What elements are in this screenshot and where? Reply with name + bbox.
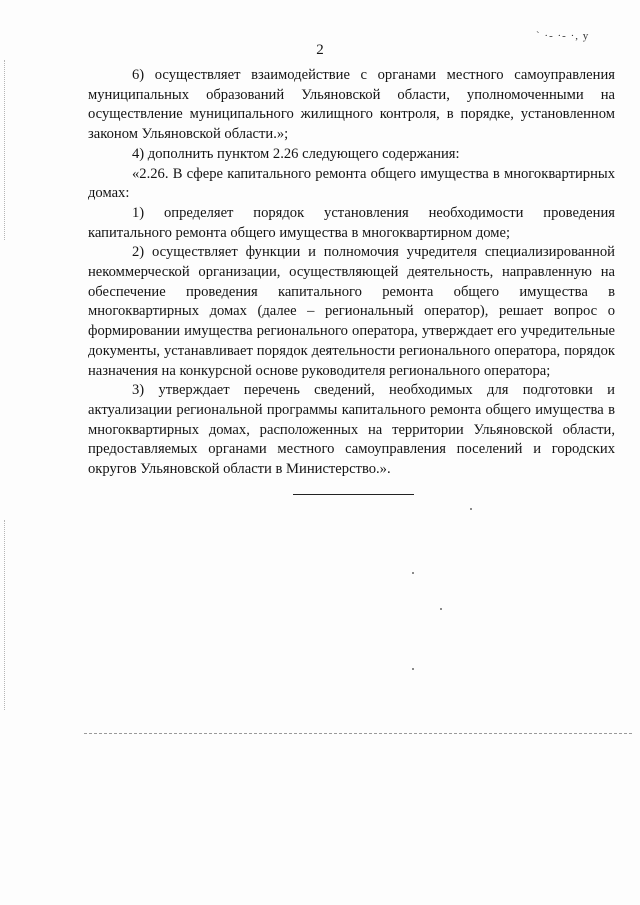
scan-speck [412, 572, 414, 574]
paragraph-subitem-3: 3) утверждает перечень сведений, необходимых для подготовки и актуализации региональной программы капитального ремонта общего имущества в многоквартирных домах, расположенных на территории Ульяновской области, предоставляемых органами местного самоуправления поселений и городских округов Ульяновской области в Министерство.». [88, 382, 615, 478]
scan-speck [470, 508, 472, 510]
page-number: 2 [316, 42, 324, 58]
paragraph-subitem-2: 2) осуществляет функции и полномочия учредителя специализированной некоммерческой организации, осуществляющей деятельность, направленную на обеспечение проведения капитального ремонта общего имущества в многоквартирных домах (далее – региональный оператор), решает вопрос о формировании имущества регионального оператора, утверждает его учредительные документы, устанавливает порядок деятельности регионального оператора, порядок назначения на конкурсной основе руководителя регионального оператора; [88, 244, 615, 379]
scan-speck [440, 608, 442, 610]
margin-dots-top [4, 60, 7, 240]
end-divider-line [293, 494, 414, 495]
document-body [88, 66, 615, 480]
paragraph-item-6: 6) осуществляет взаимодействие с органами местного самоуправления муниципальных образований Ульяновской области, уполномоченными на осуществление муниципального жилищного контроля, в порядке, установленном законом Ульяновской области.»; [88, 67, 615, 143]
scan-corner-mark: ` ·- ·- ·, у [536, 30, 590, 42]
margin-dots-bottom [4, 520, 7, 710]
paragraph-section-2-26: «2.26. В сфере капитального ремонта общего имущества в многоквартирных домах: [88, 165, 615, 202]
scan-speck [412, 668, 414, 670]
paragraph-amendment-4: 4) дополнить пунктом 2.26 следующего содержания: [132, 145, 460, 162]
scan-artifact-line [84, 733, 632, 734]
paragraph-subitem-1: 1) определяет порядок установления необходимости проведения капитального ремонта общего имущества в многоквартирном доме; [88, 204, 615, 241]
